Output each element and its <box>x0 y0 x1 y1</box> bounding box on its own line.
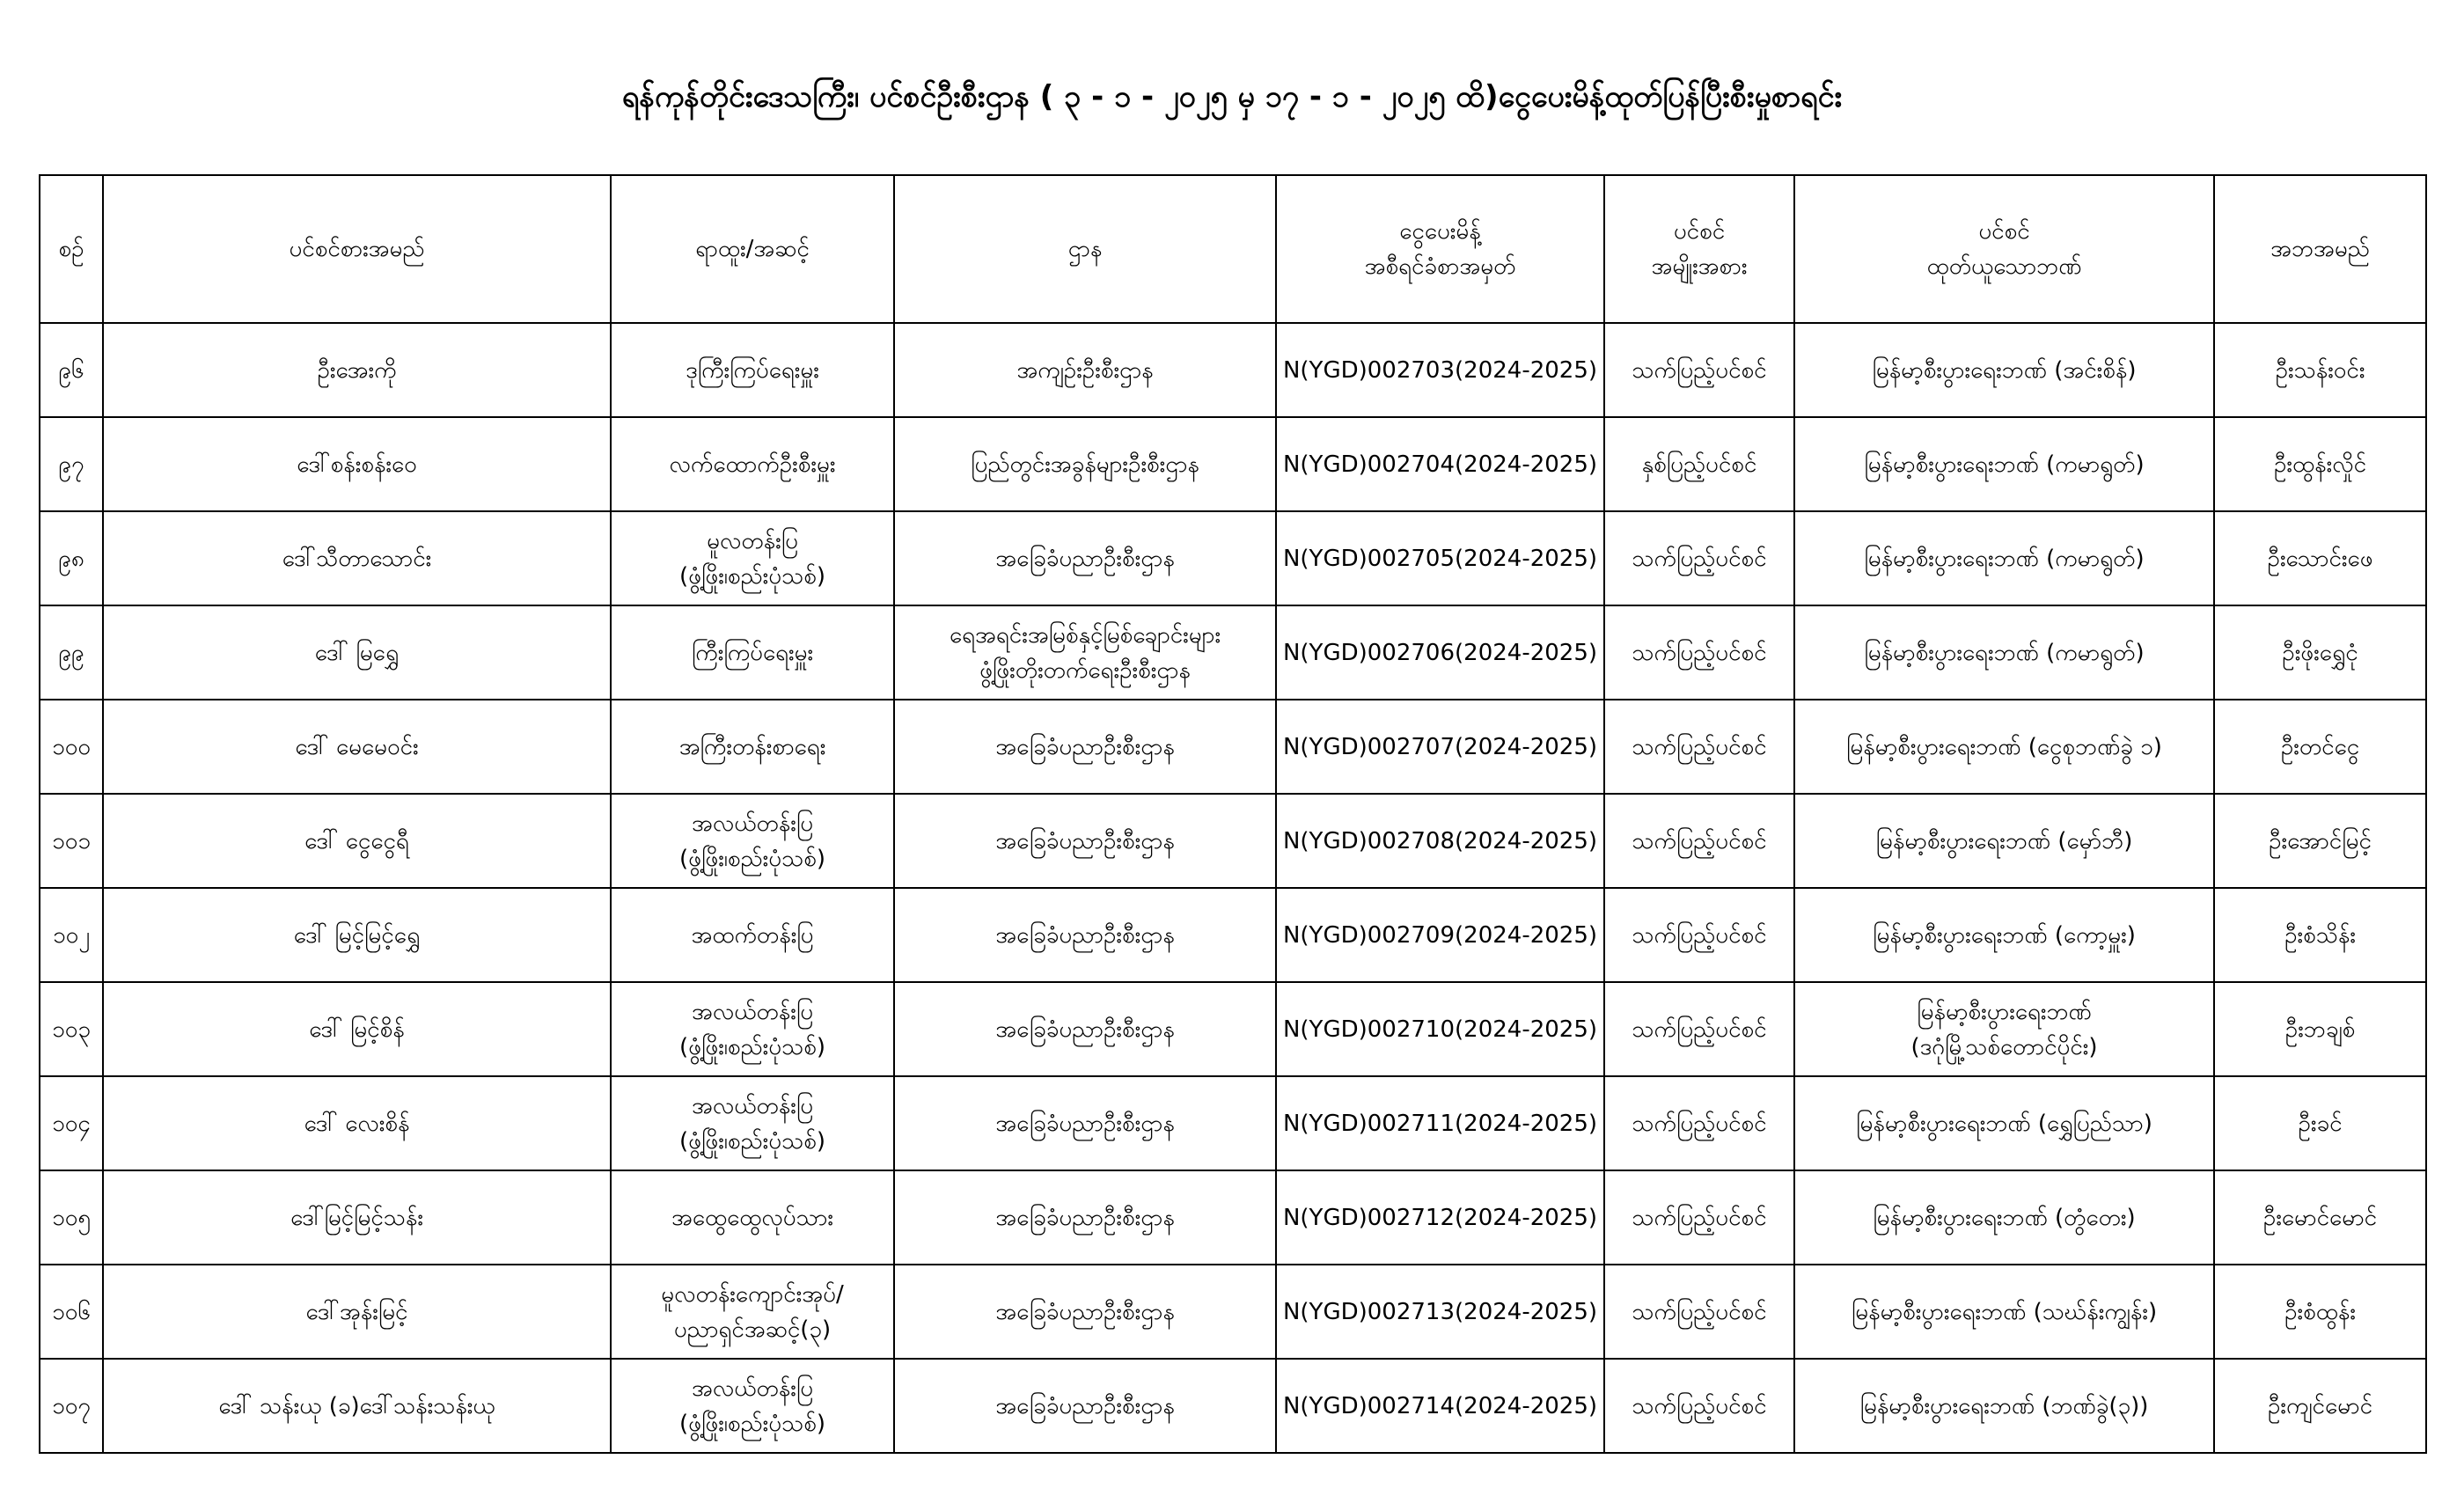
cell-bank: မြန်မာ့စီးပွားရေးဘဏ် (ကမာရွတ်) <box>1794 511 2214 605</box>
cell-rank: အလယ်တန်းပြ (ဖွံ့ဖြိုး၊စည်းပုံသစ်) <box>611 794 894 888</box>
cell-report-number: N(YGD)002706(2024-2025) <box>1276 605 1604 700</box>
cell-department: အခြေခံပညာဦးစီးဌာန <box>894 1170 1276 1265</box>
cell-bank: မြန်မာ့စီးပွားရေးဘဏ် (တွံတေး) <box>1794 1170 2214 1265</box>
cell-report-number: N(YGD)002704(2024-2025) <box>1276 417 1604 511</box>
cell-pensioner-name: ဒေါ် မြင့်စိန် <box>103 982 611 1076</box>
cell-bank: မြန်မာ့စီးပွားရေးဘဏ် (ကမာရွတ်) <box>1794 417 2214 511</box>
cell-department: အခြေခံပညာဦးစီးဌာန <box>894 700 1276 794</box>
table-row <box>40 1359 2426 1453</box>
header-rank: ရာထူး/အဆင့် <box>611 175 894 323</box>
header-department: ဌာန <box>894 175 1276 323</box>
cell-department: ရေအရင်းအမြစ်နှင့်မြစ်ချောင်းများ ဖွံ့ဖြိုးတိုးတက်ရေးဦးစီးဌာန <box>894 605 1276 700</box>
table-row <box>40 1076 2426 1170</box>
cell-father-name: ဦးဖိုးရွှေငုံ <box>2214 605 2426 700</box>
cell-father-name: ဦးစံသိန်း <box>2214 888 2426 982</box>
cell-serial: ၁၀၆ <box>40 1265 103 1359</box>
cell-rank: မူလတန်းကျောင်းအုပ်/ ပညာရှင်အဆင့်(၃) <box>611 1265 894 1359</box>
table-row <box>40 417 2426 511</box>
cell-serial: ၉၉ <box>40 605 103 700</box>
cell-rank: အလယ်တန်းပြ (ဖွံ့ဖြိုး၊စည်းပုံသစ်) <box>611 982 894 1076</box>
table-row <box>40 1170 2426 1265</box>
table-row <box>40 794 2426 888</box>
cell-bank: မြန်မာ့စီးပွားရေးဘဏ် (အင်းစိန်) <box>1794 323 2214 417</box>
cell-department: အခြေခံပညာဦးစီးဌာန <box>894 982 1276 1076</box>
cell-pension-type: သက်ပြည့်ပင်စင် <box>1604 888 1794 982</box>
cell-department: အခြေခံပညာဦးစီးဌာန <box>894 1265 1276 1359</box>
cell-pension-type: နှစ်ပြည့်ပင်စင် <box>1604 417 1794 511</box>
cell-father-name: ဦးတင်ငွေ <box>2214 700 2426 794</box>
cell-pension-type: သက်ပြည့်ပင်စင် <box>1604 700 1794 794</box>
cell-pensioner-name: ဒေါ် မေမေဝင်း <box>103 700 611 794</box>
cell-pensioner-name: ဒေါ်မြင့်မြင့်သန်း <box>103 1170 611 1265</box>
cell-pension-type: သက်ပြည့်ပင်စင် <box>1604 605 1794 700</box>
cell-father-name: ဦးစံထွန်း <box>2214 1265 2426 1359</box>
cell-rank: ကြီးကြပ်ရေးမှူး <box>611 605 894 700</box>
cell-serial: ၉၇ <box>40 417 103 511</box>
cell-pensioner-name: ဦးအေးကို <box>103 323 611 417</box>
cell-report-number: N(YGD)002707(2024-2025) <box>1276 700 1604 794</box>
cell-pension-type: သက်ပြည့်ပင်စင် <box>1604 1170 1794 1265</box>
cell-bank: မြန်မာ့စီးပွားရေးဘဏ် (ရွှေပြည်သာ) <box>1794 1076 2214 1170</box>
cell-pensioner-name: ဒေါ် ငွေငွေရီ <box>103 794 611 888</box>
cell-department: အခြေခံပညာဦးစီးဌာန <box>894 1076 1276 1170</box>
cell-bank: မြန်မာ့စီးပွားရေးဘဏ် (ငွေစုဘဏ်ခွဲ ၁) <box>1794 700 2214 794</box>
cell-report-number: N(YGD)002714(2024-2025) <box>1276 1359 1604 1453</box>
cell-bank: မြန်မာ့စီးပွားရေးဘဏ် (မှော်ဘီ) <box>1794 794 2214 888</box>
cell-bank: မြန်မာ့စီးပွားရေးဘဏ် (ဒဂုံမြို့သစ်တောင်ပိုင်း) <box>1794 982 2214 1076</box>
cell-report-number: N(YGD)002713(2024-2025) <box>1276 1265 1604 1359</box>
table-row <box>40 700 2426 794</box>
cell-report-number: N(YGD)002712(2024-2025) <box>1276 1170 1604 1265</box>
cell-rank: အထက်တန်းပြ <box>611 888 894 982</box>
header-report-number: ငွေပေးမိန့် အစီရင်ခံစာအမှတ် <box>1276 175 1604 323</box>
cell-bank: မြန်မာ့စီးပွားရေးဘဏ် (ဘဏ်ခွဲ(၃)) <box>1794 1359 2214 1453</box>
cell-pension-type: သက်ပြည့်ပင်စင် <box>1604 794 1794 888</box>
cell-rank: အထွေထွေလုပ်သား <box>611 1170 894 1265</box>
cell-department: အခြေခံပညာဦးစီးဌာန <box>894 511 1276 605</box>
cell-rank: မူလတန်းပြ (ဖွံ့ဖြိုး၊စည်းပုံသစ်) <box>611 511 894 605</box>
table-row <box>40 323 2426 417</box>
cell-report-number: N(YGD)002705(2024-2025) <box>1276 511 1604 605</box>
cell-father-name: ဦးဘချစ် <box>2214 982 2426 1076</box>
cell-department: အခြေခံပညာဦးစီးဌာန <box>894 1359 1276 1453</box>
cell-report-number: N(YGD)002711(2024-2025) <box>1276 1076 1604 1170</box>
cell-serial: ၁၀၁ <box>40 794 103 888</box>
cell-serial: ၁၀၅ <box>40 1170 103 1265</box>
page-title: ရန်ကုန်တိုင်းဒေသကြီး၊ ပင်စင်ဦးစီးဌာန ( ၃ - ၁ - ၂၀၂၅ မှ ၁၇ - ၁ - ၂၀၂၅ ထိ)ငွေပေးမိန့်ထုတ်ပြန်ပြီးစီးမှုစာရင်း <box>621 79 1843 114</box>
cell-report-number: N(YGD)002703(2024-2025) <box>1276 323 1604 417</box>
table-body <box>40 323 2426 1453</box>
cell-pension-type: သက်ပြည့်ပင်စင် <box>1604 1076 1794 1170</box>
cell-rank: အလယ်တန်းပြ (ဖွံ့ဖြိုး၊စည်းပုံသစ်) <box>611 1076 894 1170</box>
cell-pensioner-name: ဒေါ် လေးစိန် <box>103 1076 611 1170</box>
table-header-row <box>40 175 2426 323</box>
pension-table <box>39 174 2427 1454</box>
cell-rank: အလယ်တန်းပြ (ဖွံ့ဖြိုး၊စည်းပုံသစ်) <box>611 1359 894 1453</box>
table-row <box>40 1265 2426 1359</box>
cell-father-name: ဦးအောင်မြင့် <box>2214 794 2426 888</box>
cell-report-number: N(YGD)002710(2024-2025) <box>1276 982 1604 1076</box>
cell-rank: အကြီးတန်းစာရေး <box>611 700 894 794</box>
table-row <box>40 605 2426 700</box>
cell-bank: မြန်မာ့စီးပွားရေးဘဏ် (ကမာရွတ်) <box>1794 605 2214 700</box>
cell-pensioner-name: ဒေါ် မြရွှေ <box>103 605 611 700</box>
cell-department: အခြေခံပညာဦးစီးဌာန <box>894 794 1276 888</box>
cell-pension-type: သက်ပြည့်ပင်စင် <box>1604 323 1794 417</box>
table-row <box>40 511 2426 605</box>
cell-rank: ဒုကြီးကြပ်ရေးမှူး <box>611 323 894 417</box>
cell-department: အကျဉ်းဦးစီးဌာန <box>894 323 1276 417</box>
header-bank: ပင်စင် ထုတ်ယူသောဘဏ် <box>1794 175 2214 323</box>
cell-father-name: ဦးသောင်းဖေ <box>2214 511 2426 605</box>
cell-pensioner-name: ဒေါ် သန်းယု (ခ)ဒေါ်သန်းသန်းယု <box>103 1359 611 1453</box>
table-row <box>40 982 2426 1076</box>
cell-bank: မြန်မာ့စီးပွားရေးဘဏ် (ကော့မှူး) <box>1794 888 2214 982</box>
cell-bank: မြန်မာ့စီးပွားရေးဘဏ် (သဃ်န်းကျွန်း) <box>1794 1265 2214 1359</box>
cell-serial: ၁၀၂ <box>40 888 103 982</box>
cell-pension-type: သက်ပြည့်ပင်စင် <box>1604 1359 1794 1453</box>
cell-department: ပြည်တွင်းအခွန်များဦးစီးဌာန <box>894 417 1276 511</box>
table-row <box>40 888 2426 982</box>
header-serial: စဉ် <box>40 175 103 323</box>
header-father-name: အဘအမည် <box>2214 175 2426 323</box>
cell-father-name: ဦးသန်းဝင်း <box>2214 323 2426 417</box>
cell-serial: ၉၈ <box>40 511 103 605</box>
cell-pension-type: သက်ပြည့်ပင်စင် <box>1604 1265 1794 1359</box>
cell-serial: ၁၀၃ <box>40 982 103 1076</box>
cell-pensioner-name: ဒေါ် မြင့်မြင့်ရွှေ <box>103 888 611 982</box>
cell-serial: ၉၆ <box>40 323 103 417</box>
header-pensioner-name: ပင်စင်စားအမည် <box>103 175 611 323</box>
cell-serial: ၁၀၄ <box>40 1076 103 1170</box>
cell-report-number: N(YGD)002709(2024-2025) <box>1276 888 1604 982</box>
cell-pensioner-name: ဒေါ်စန်းစန်းဝေ <box>103 417 611 511</box>
cell-rank: လက်ထောက်ဦးစီးမှူး <box>611 417 894 511</box>
cell-father-name: ဦးကျင်မောင် <box>2214 1359 2426 1453</box>
cell-department: အခြေခံပညာဦးစီးဌာန <box>894 888 1276 982</box>
cell-pensioner-name: ဒေါ်သီတာသောင်း <box>103 511 611 605</box>
cell-pension-type: သက်ပြည့်ပင်စင် <box>1604 511 1794 605</box>
cell-serial: ၁၀၇ <box>40 1359 103 1453</box>
cell-father-name: ဦးမောင်မောင် <box>2214 1170 2426 1265</box>
cell-pensioner-name: ဒေါ်အုန်းမြင့် <box>103 1265 611 1359</box>
cell-father-name: ဦးခင် <box>2214 1076 2426 1170</box>
cell-report-number: N(YGD)002708(2024-2025) <box>1276 794 1604 888</box>
cell-serial: ၁၀၀ <box>40 700 103 794</box>
cell-father-name: ဦးထွန်းလှိုင် <box>2214 417 2426 511</box>
cell-pension-type: သက်ပြည့်ပင်စင် <box>1604 982 1794 1076</box>
header-pension-type: ပင်စင် အမျိုးအစား <box>1604 175 1794 323</box>
